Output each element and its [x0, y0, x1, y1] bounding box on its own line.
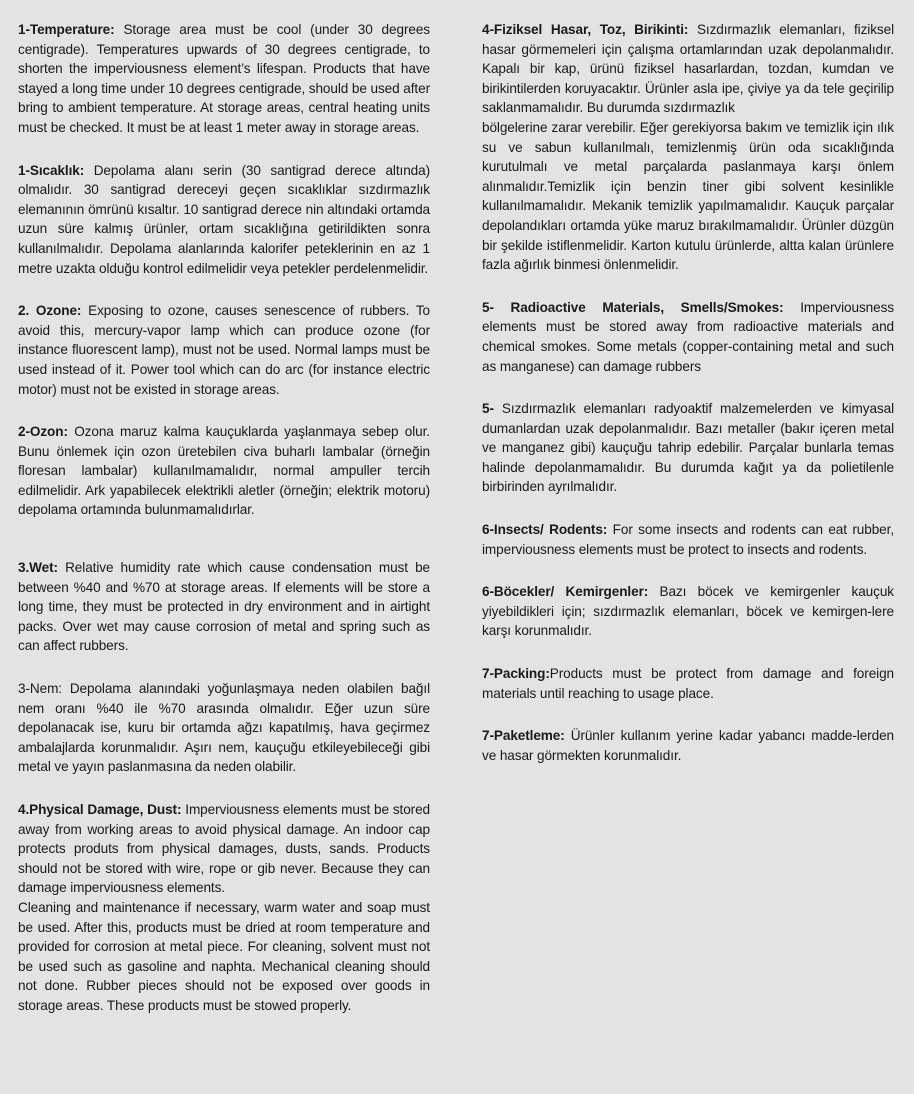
section-body: Storage area must be cool (under 30 degrees centigrade). Temperatures upwards of 30 degrees centigrade, to shorten the imperviousness element’s lifespan. Products that have stayed a long time under 10 degrees centigrade, should be used after bring to ambient temperature. At storage areas, central heating units must be checked. It must be at least 1 meter away in storage areas.	[18, 22, 430, 135]
section-body: Sızdırmazlık elemanları radyoaktif malzemelerden ve kimyasal dumanlardan uzak depolanmalıdır. Bazı metaller (bakır içeren metal ve manganez gibi) kauçuğu tahrip edebilir. Parçalar bunlarla temas halinde depolanmamalıdır. Bu durumda kağıt ya da polietilenle birbirinden ayrılmalıdır.	[482, 401, 894, 495]
temperature-en-section	[18, 20, 430, 138]
wet-tr-section	[18, 679, 430, 777]
section-heading: 3.Wet:	[18, 560, 58, 576]
physical-damage-en-section	[18, 800, 430, 1016]
section-body: 3-Nem: Depolama alanındaki yoğunlaşmaya neden olabilen bağıl nem oranı %40 ile %70 arasında olmalıdır. Eğer uzun süre depolanacak ise, kuru bir ortamda ağzı kapatılmış, hava geçirmez ambalajlarda korunmalıdır. Aşırı nem, kauçuğu etkileyebileceği gibi metal ve yayın paslanmasına da neden olabilir.	[18, 681, 430, 775]
radioactive-tr-section	[482, 399, 894, 497]
section-heading: 5-	[482, 401, 494, 417]
radioactive-en-section	[482, 298, 894, 376]
section-heading: 4-Fiziksel Hasar, Toz, Birikinti:	[482, 22, 689, 37]
section-body: Sızdırmazlık elemanları, fiziksel hasar görmemeleri için çalışma ortamlarından uzak depolanmalıdır. Kapalı bir kap, ürünü fiziksel hasarlardan, tozdan, kumdan ve birikintilerden koruyacaktır. Ürünler asla ipe, çiviye ya da tele geçirilip saklanmamalıdır. Bu durumda sızdırmazlık	[482, 22, 894, 116]
section-body-continued: Cleaning and maintenance if necessary, warm water and soap must be used. After this, products must be dried at room temperature and provided for corrosion at metal piece. For cleaning, solvent must not be used such as gasoline and naphta. Mechanical cleaning should not done. Rubber pieces should not be exposed over goods in storage areas. These products must be stowed properly.	[18, 899, 430, 1013]
section-body: Depolama alanı serin (30 santigrad derece altında) olmalıdır. 30 santigrad dereceyi geçen sıcaklıklar sızdırmazlık elemanının ömrünü kısaltır. 10 santigrad derece nin altındaki ortamda uzun süre kalmış ürünler, ortam sıcaklığına getirildikten sonra kullanılmalıdır. Depolama alanlarında kalorifer peteklerinin en az 1 metre uzakta olduğu kontrol edilmelidir veya petekler perdelenmelidir.	[18, 162, 430, 276]
physical-damage-tr-section	[482, 20, 894, 275]
section-body: Bazı böcek ve kemirgenler kauçuk yiyebildikleri için; sızdırmazlık elemanları, böcek ve kemirgen-lere karşı korunmalıdır.	[482, 584, 894, 639]
section-heading: 2. Ozone:	[18, 303, 82, 319]
packing-tr-section	[482, 726, 894, 765]
section-body: Relative humidity rate which cause condensation must be between %40 and %70 at storage areas. If elements will be store a long time, they must be protected in dry environment and in airtight packs. Over wet may cause corrosion of metal and spring such as can affect rubbers.	[18, 560, 430, 654]
section-heading: 6-Böcekler/ Kemirgenler:	[482, 584, 649, 600]
section-body: Imperviousness elements must be stored away from radioactive materials and chemical smokes. Some metals (copper-containing metal and such as manganese) can damage rubbers	[482, 299, 894, 374]
ozone-tr-section	[18, 422, 430, 520]
section-body: For some insects and rodents can eat rubber, imperviousness elements must be protect to insects and rodents.	[482, 522, 894, 557]
section-heading: 1-Sıcaklık:	[18, 162, 85, 178]
section-body: Ürünler kullanım yerine kadar yabancı madde-lerden ve hasar görmekten korunmalıdır.	[482, 728, 894, 763]
insects-en-section	[482, 520, 894, 559]
right-column	[482, 20, 894, 765]
section-body-continued: bölgelerine zarar verebilir. Eğer gerekiyorsa bakım ve temizlik için ılık su ve sabun kullanılmalı, temizlenmiş ürün oda sıcaklığında kurutulmalı ve metal parçalarda paslanmaya karşı önlem alınmalıdır.Temizlik için benzin tiner gibi solvent kesinlikle kullanılmamalıdır. Mekanik temizlik yapılmamalıdır. Kauçuk parçalar depolandıkları ortamda yüke maruz bırakılmamalıdır. Ürünler düzgün bir şekilde istiflenmelidir. Karton kutulu ürünlerde, altta kalan ürünlere fazla ağırlık binmesi önlenmelidir.	[482, 119, 894, 273]
section-body: Imperviousness elements must be stored away from working areas to avoid physical damage. An indoor cap protects produts from physical damages, dusts, sands. Products should not be stored with wire, rope or gib never. Because they can damage imperviousness elements.	[18, 802, 431, 896]
section-heading: 4.Physical Damage, Dust:	[18, 802, 182, 817]
section-heading: 2-Ozon:	[18, 424, 68, 440]
left-column	[18, 20, 430, 1016]
section-heading: 5- Radioactive Materials, Smells/Smokes:	[482, 299, 784, 315]
section-body: Ozona maruz kalma kauçuklarda yaşlanmaya sebep olur. Bunu önlemek için ozon üretebilen civa buharlı lambalar (örneğin floresan lambalar) kullanılmamalıdır, normal ampuller tercih edilmelidir. Ark yapabilecek elektrikli aletler (örneğin; elektrik motoru) depolama ortamında bulunmamalıdırlar.	[18, 424, 430, 518]
section-heading: 7-Packing:	[482, 666, 550, 682]
section-heading: 1-Temperature:	[18, 22, 115, 37]
wet-en-section	[18, 558, 430, 656]
section-body: Exposing to ozone, causes senescence of rubbers. To avoid this, mercury-vapor lamp which can produce ozone (for instance fluorescent lamp), must not be used. Normal lamps must be used instead of it. Power tool which can do arc (for instance electric motor) must not be existed in storage areas.	[18, 303, 430, 397]
temperature-tr-section	[18, 161, 430, 279]
packing-en-section	[482, 664, 894, 703]
ozone-en-section	[18, 301, 430, 399]
insects-tr-section	[482, 582, 894, 641]
section-body: Products must be protect from damage and foreign materials until reaching to usage place.	[482, 666, 894, 701]
section-heading: 7-Paketleme:	[482, 728, 565, 744]
section-heading: 6-Insects/ Rodents:	[482, 522, 608, 538]
